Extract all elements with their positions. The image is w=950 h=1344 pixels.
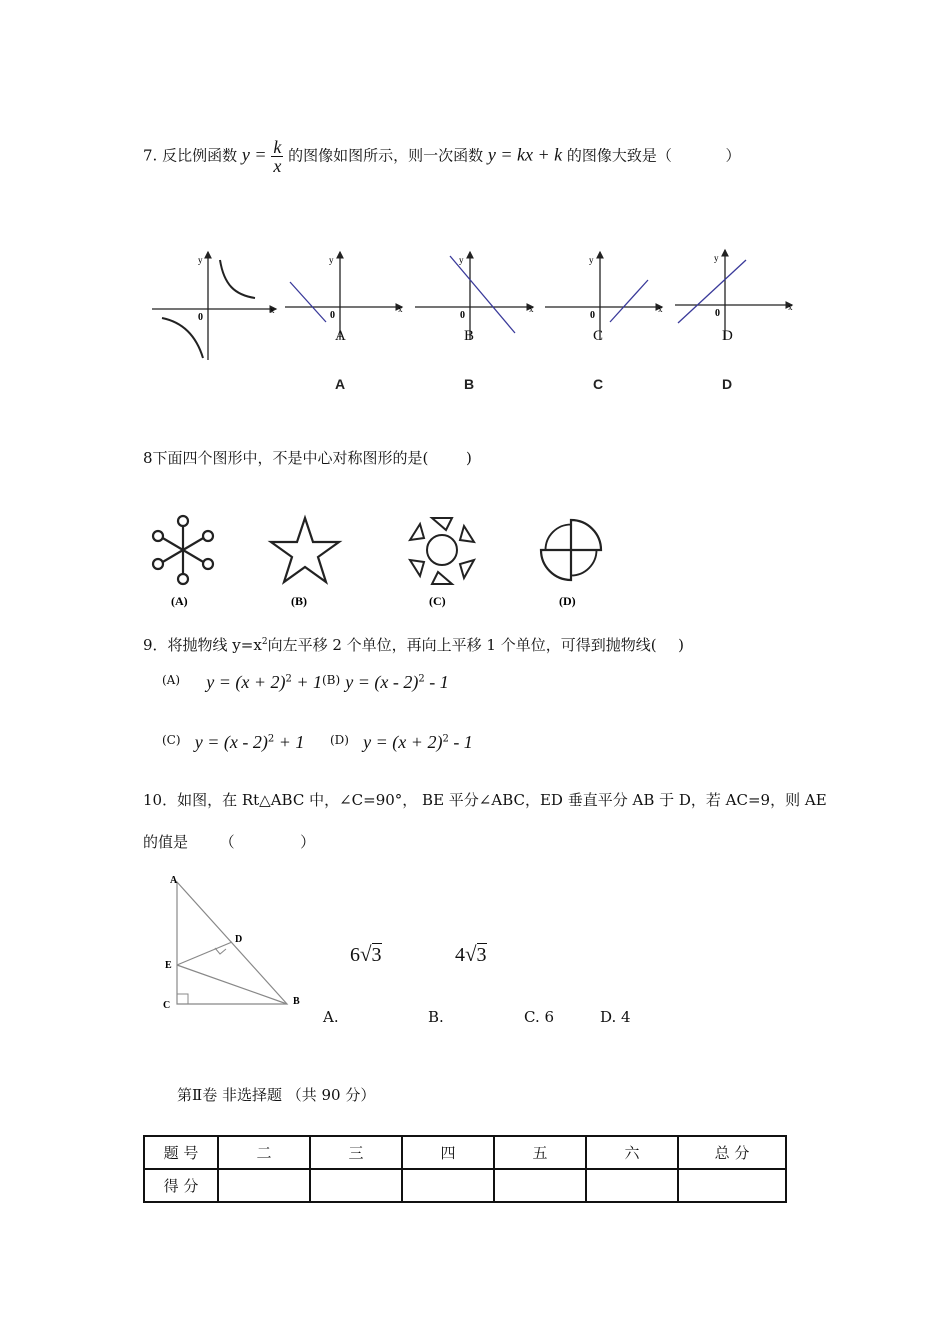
- q10-triangle: [155, 870, 315, 1015]
- q9-option-b-label: (B): [322, 673, 341, 687]
- q8-paren-close: ): [465, 449, 472, 467]
- figure-d-label: (D): [559, 594, 576, 608]
- q9-option-d-base: y = (x + 2): [363, 732, 443, 752]
- q8-figures: [145, 512, 625, 608]
- score-table: [143, 1135, 787, 1203]
- q9-option-b-tail: - 1: [424, 672, 449, 692]
- q10-option-c: C. 6: [524, 1008, 555, 1026]
- graphC-y: y: [589, 255, 594, 265]
- graphA-origin: 0: [330, 310, 335, 321]
- q8-text: 8下面四个图形中，不是中心对称图形的是(: [143, 449, 429, 467]
- q9-option-d-exp: 2: [442, 733, 449, 745]
- graphB-y: y: [459, 255, 464, 265]
- q9-option-a-tail: + 1: [291, 672, 323, 692]
- score-header-4: 四: [402, 1136, 494, 1169]
- graph-option-c: [545, 252, 663, 340]
- q9-sup: 2: [261, 637, 268, 647]
- score-cell-3: [310, 1169, 402, 1202]
- graph0-x: x: [270, 305, 275, 315]
- score-header-5: 五: [494, 1136, 586, 1169]
- q9-option-c: [162, 732, 304, 753]
- q10-option-b: B.: [428, 1008, 444, 1026]
- score-table-score-row: [144, 1169, 786, 1202]
- graph-option-d: [675, 250, 793, 340]
- q9-option-b: [322, 672, 449, 693]
- q8-stem: [143, 448, 472, 468]
- vertex-c: C: [163, 1000, 171, 1011]
- q7-label-a: A: [335, 328, 346, 344]
- q10-option-a: A.: [323, 1008, 339, 1026]
- q9-option-d-tail: - 1: [448, 732, 473, 752]
- q7-label-c: C: [593, 328, 604, 344]
- q7-stem: [143, 138, 741, 175]
- q9-option-d: [330, 732, 473, 753]
- q9-option-a-exp: 2: [285, 673, 292, 685]
- graph0-y: y: [198, 255, 203, 265]
- vertex-d: D: [235, 934, 243, 945]
- q7-label-b: B: [464, 328, 475, 344]
- graph-option-b: [415, 252, 534, 340]
- graphC-x: x: [658, 304, 663, 314]
- section2-title: 第Ⅱ卷 非选择题 （共 90 分）: [177, 1086, 376, 1104]
- score-cell-6: [586, 1169, 678, 1202]
- graphB-origin: 0: [460, 310, 465, 321]
- graph-option-a: [285, 252, 403, 340]
- q10-value-b-rad: 3: [476, 944, 487, 966]
- score-header-total: 总 分: [678, 1136, 786, 1169]
- graph0-origin: 0: [198, 312, 203, 323]
- q7-text-a: 反比例函数: [162, 146, 238, 165]
- score-table-header-row: [144, 1136, 786, 1169]
- q10-value-a-coef: 6: [350, 944, 360, 966]
- q10-option-d: D. 4: [600, 1008, 631, 1026]
- score-header-6: 六: [586, 1136, 678, 1169]
- q7-label-c-repeat: C: [593, 376, 604, 392]
- graphA-y: y: [329, 255, 334, 265]
- q9-text-b: 向左平移 2 个单位，再向上平移 1 个单位，可得到抛物线(: [267, 636, 657, 654]
- q9-text-a: 9．将抛物线 y=x: [143, 636, 262, 654]
- graphD-x: x: [788, 302, 793, 312]
- score-row-label: 得 分: [144, 1169, 218, 1202]
- vertex-e: E: [165, 960, 172, 971]
- q9-option-b-base: y = (x - 2): [345, 672, 419, 692]
- graphC-origin: 0: [590, 310, 595, 321]
- hyperbola-graph: [152, 252, 276, 360]
- graphB-x: x: [529, 304, 534, 314]
- vertex-b: B: [293, 996, 300, 1007]
- figure-d-pinwheel: [541, 520, 601, 580]
- q9-option-c-base: y = (x - 2): [194, 732, 268, 752]
- q10-value-a-rad: 3: [371, 944, 382, 966]
- figure-b-star: [271, 518, 339, 582]
- q9-option-b-exp: 2: [418, 673, 425, 685]
- figure-a-label: (A): [171, 594, 188, 608]
- q7-linear: y = kx + k: [487, 144, 563, 165]
- vertex-a: A: [170, 875, 178, 886]
- q7-fraction-num: k: [273, 137, 282, 157]
- q10-line2: [143, 832, 315, 852]
- q7-label-b-repeat: B: [464, 376, 475, 392]
- q9-paren-close: ): [678, 636, 684, 654]
- q10-line2-text: 的值是: [143, 833, 189, 851]
- score-header-label: 题 号: [144, 1136, 218, 1169]
- figure-c-label: (C): [429, 594, 446, 608]
- score-cell-2: [218, 1169, 310, 1202]
- q7-paren-close: ）: [725, 146, 741, 165]
- q10-paren-open: （: [219, 833, 235, 851]
- q9-option-a-label: (A): [162, 673, 181, 687]
- graphD-y: y: [714, 253, 719, 263]
- q10-value-b-coef: 4: [455, 944, 465, 966]
- score-header-2: 二: [218, 1136, 310, 1169]
- score-cell-4: [402, 1169, 494, 1202]
- score-cell-5: [494, 1169, 586, 1202]
- q10-value-a: 6√3: [350, 942, 382, 966]
- q10-line1: 10．如图，在 Rt△ABC 中，∠C=90°， BE 平分∠ABC，ED 垂直平分 AB 于 D，若 AC=9，则 AE: [143, 791, 827, 809]
- q7-graphs: [140, 240, 810, 370]
- figure-b-label: (B): [291, 594, 307, 608]
- q7-y-eq: y =: [241, 144, 267, 165]
- q9-option-d-label: (D): [330, 733, 349, 747]
- q7-label-d-repeat: D: [722, 376, 733, 392]
- q7-label-d: D: [722, 328, 733, 344]
- q7-label-a-repeat: A: [335, 376, 346, 392]
- q7-fraction-den: x: [273, 156, 282, 176]
- figure-a-snowflake: [153, 516, 213, 584]
- q9-option-a: [162, 672, 322, 693]
- q9-option-c-exp: 2: [267, 733, 275, 745]
- score-header-3: 三: [310, 1136, 402, 1169]
- q7-number: 7.: [143, 146, 158, 165]
- q9-option-c-tail: + 1: [274, 732, 305, 752]
- q7-text-c: 的图像大致是（: [566, 146, 672, 165]
- q7-fraction: [271, 138, 283, 175]
- q9-stem: [143, 632, 684, 655]
- figure-c-ring: [410, 518, 474, 584]
- score-cell-total: [678, 1169, 786, 1202]
- q10-paren-close: ）: [300, 833, 316, 851]
- q7-text-b: 的图像如图所示，则一次函数: [288, 146, 484, 165]
- graphA-x: x: [398, 304, 403, 314]
- q10-value-b: 4√3: [455, 942, 487, 966]
- graphD-origin: 0: [715, 308, 720, 319]
- q9-option-c-label: (C): [162, 733, 181, 747]
- q9-option-a-base: y = (x + 2): [206, 672, 286, 692]
